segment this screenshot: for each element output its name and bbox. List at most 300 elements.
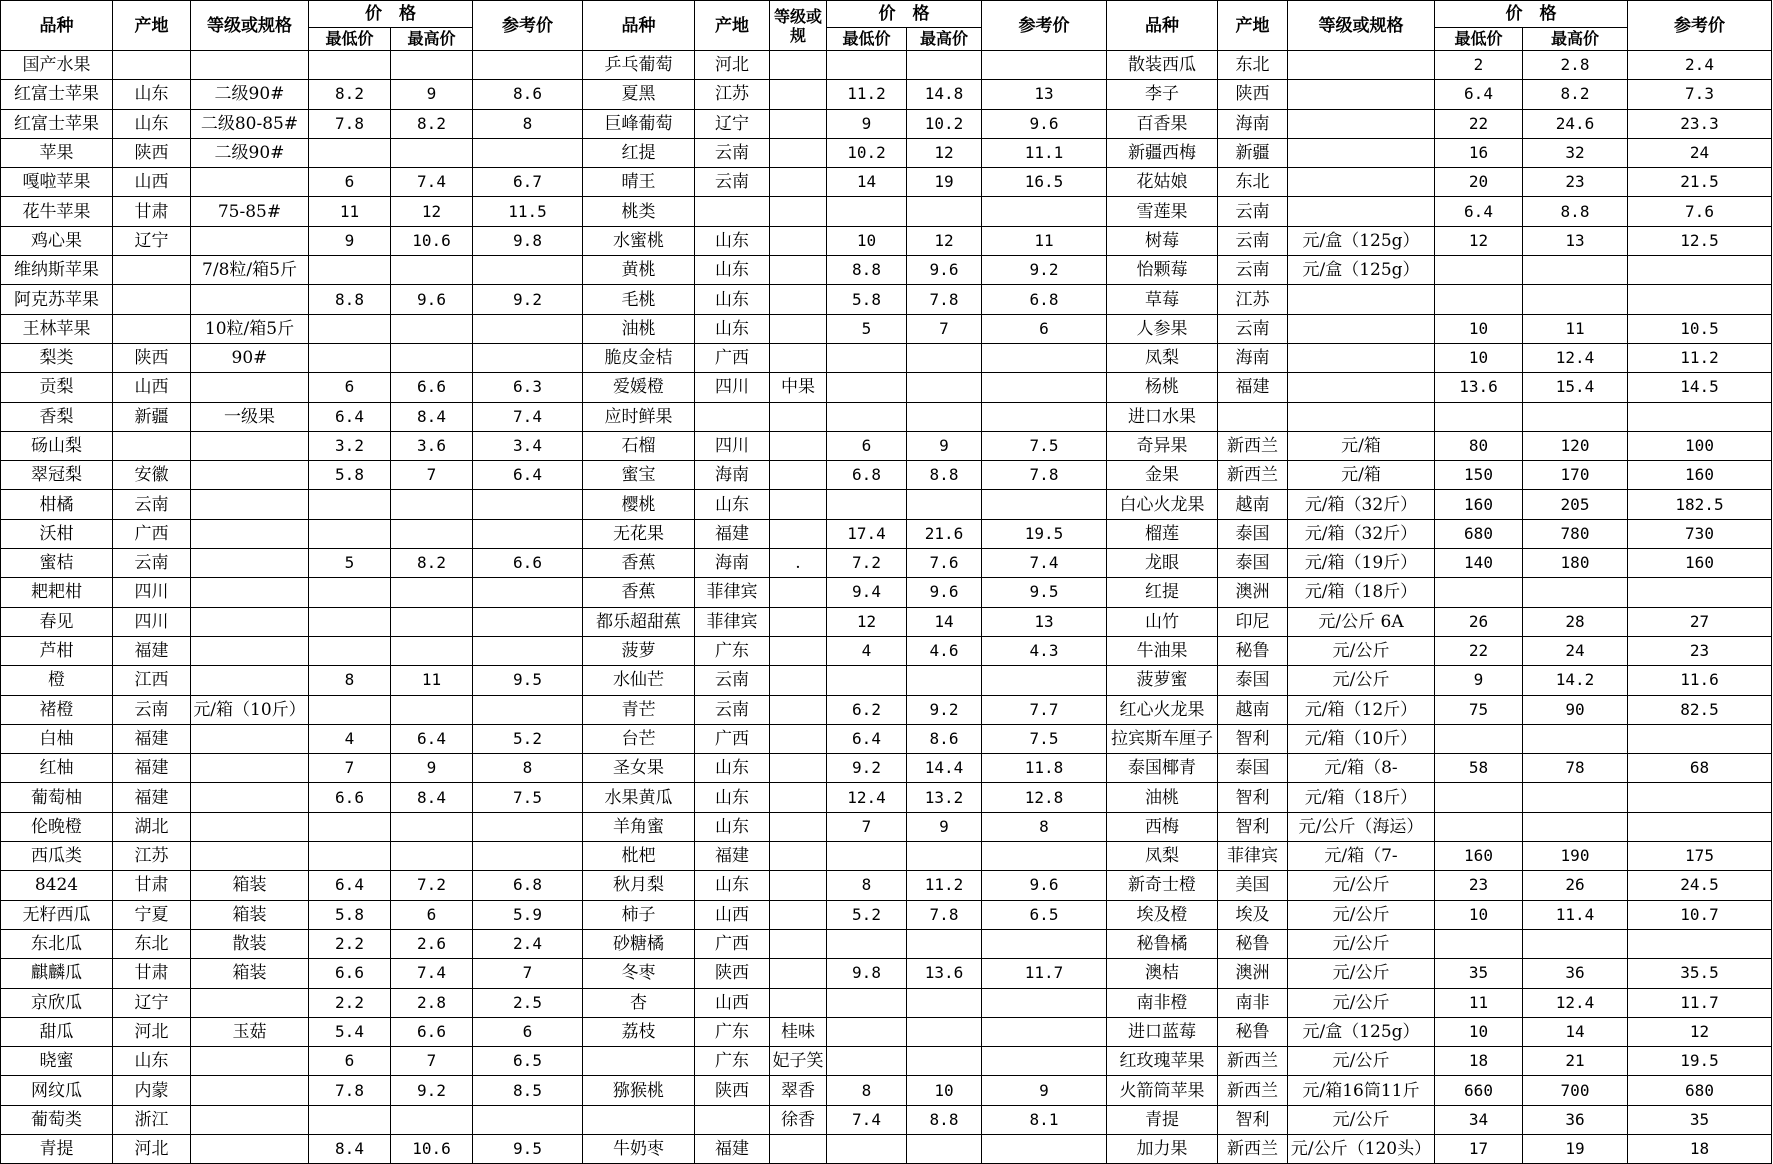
table-row [1,607,1772,636]
group1-ref-price-cell: 9.8 [473,226,583,255]
group1-grade-cell [191,812,309,841]
group2-variety-cell: 香蕉 [583,578,695,607]
group3-min-price-cell: 2 [1435,51,1523,80]
group2-max-price-cell [907,51,982,80]
group2-max-price-cell [907,988,982,1017]
group2-ref-price-cell [982,490,1107,519]
group2-ref-price-cell [982,1017,1107,1046]
group3-grade-cell: 元/公斤（海运） [1288,812,1435,841]
group1-max-price-cell: 10.6 [391,226,473,255]
group2-ref-price-cell: 9.6 [982,871,1107,900]
group1-max-price-cell: 6.4 [391,724,473,753]
header-origin: 产地 [695,1,770,51]
group3-min-price-cell [1435,783,1523,812]
group2-ref-price-cell: 7.5 [982,431,1107,460]
table-row [1,666,1772,695]
group3-grade-cell: 元/盒（125g） [1288,226,1435,255]
group3-ref-price-cell: 24 [1628,138,1772,167]
group2-origin-cell: 福建 [695,1134,770,1163]
group1-max-price-cell: 8.2 [391,109,473,138]
group3-origin-cell: 南非 [1218,988,1288,1017]
group1-grade-cell: 二级90# [191,80,309,109]
group3-min-price-cell: 34 [1435,1105,1523,1134]
group3-grade-cell [1288,109,1435,138]
group2-min-price-cell: 8 [827,871,907,900]
group3-variety-cell: 泰国椰青 [1107,754,1218,783]
group2-variety-cell: 夏黑 [583,80,695,109]
group3-grade-cell [1288,80,1435,109]
group1-min-price-cell: 3.2 [309,431,391,460]
group1-min-price-cell: 6.6 [309,783,391,812]
table-row [1,842,1772,871]
group2-max-price-cell [907,197,982,226]
group2-grade-cell [770,607,827,636]
group1-grade-cell: 二级90# [191,138,309,167]
group2-ref-price-cell [982,1134,1107,1163]
group2-variety-cell [583,1047,695,1076]
group1-ref-price-cell: 7.4 [473,402,583,431]
group2-max-price-cell: 7.8 [907,285,982,314]
group3-grade-cell: 元/箱（18斤） [1288,783,1435,812]
group1-min-price-cell: 2.2 [309,988,391,1017]
group2-ref-price-cell [982,666,1107,695]
group2-max-price-cell [907,1017,982,1046]
group1-variety-cell: 京欣瓜 [1,988,113,1017]
group2-grade-cell [770,1134,827,1163]
group3-ref-price-cell: 68 [1628,754,1772,783]
group2-origin-cell: 辽宁 [695,109,770,138]
group3-ref-price-cell: 24.5 [1628,871,1772,900]
group2-ref-price-cell [982,373,1107,402]
group3-grade-cell: 元/箱（32斤） [1288,519,1435,548]
group2-variety-cell: 晴王 [583,168,695,197]
group3-max-price-cell: 14 [1523,1017,1628,1046]
group2-max-price-cell: 12 [907,226,982,255]
group2-origin-cell: 山东 [695,314,770,343]
group1-ref-price-cell [473,343,583,372]
group3-variety-cell: 拉宾斯车厘子 [1107,724,1218,753]
group1-variety-cell: 嘎啦苹果 [1,168,113,197]
header-origin: 产地 [113,1,191,51]
group2-grade-cell: 翠香 [770,1076,827,1105]
group1-variety-cell: 无籽西瓜 [1,900,113,929]
group3-min-price-cell: 75 [1435,695,1523,724]
group3-variety-cell: 金果 [1107,461,1218,490]
group2-origin-cell: 山东 [695,490,770,519]
group2-min-price-cell: 10.2 [827,138,907,167]
group2-origin-cell: 云南 [695,138,770,167]
group3-origin-cell: 陕西 [1218,80,1288,109]
group2-ref-price-cell: 7.8 [982,461,1107,490]
group3-grade-cell: 元/箱（10斤） [1288,724,1435,753]
group3-variety-cell: 青提 [1107,1105,1218,1134]
group3-min-price-cell: 18 [1435,1047,1523,1076]
group2-variety-cell: 冬枣 [583,959,695,988]
group1-origin-cell: 新疆 [113,402,191,431]
group1-max-price-cell [391,519,473,548]
header-grade: 等级或规 [770,1,827,51]
group2-grade-cell [770,959,827,988]
group3-ref-price-cell: 27 [1628,607,1772,636]
group2-origin-cell: 菲律宾 [695,578,770,607]
group1-min-price-cell [309,636,391,665]
group2-origin-cell: 山东 [695,871,770,900]
group3-ref-price-cell: 730 [1628,519,1772,548]
group2-min-price-cell: 11.2 [827,80,907,109]
group2-max-price-cell [907,666,982,695]
group1-min-price-cell: 5.4 [309,1017,391,1046]
group3-max-price-cell [1523,256,1628,285]
group1-variety-cell: 晓蜜 [1,1047,113,1076]
group2-grade-cell [770,80,827,109]
table-row [1,754,1772,783]
group1-min-price-cell: 9 [309,226,391,255]
group1-min-price-cell: 6 [309,1047,391,1076]
group1-grade-cell [191,783,309,812]
group1-ref-price-cell: 6.6 [473,549,583,578]
group2-ref-price-cell: 12.8 [982,783,1107,812]
group3-grade-cell: 元/公斤 [1288,666,1435,695]
group2-max-price-cell: 7.6 [907,549,982,578]
group1-ref-price-cell: 2.5 [473,988,583,1017]
group1-grade-cell: 二级80-85# [191,109,309,138]
group2-ref-price-cell: 11.8 [982,754,1107,783]
group3-max-price-cell: 32 [1523,138,1628,167]
group3-grade-cell: 元/公斤 [1288,636,1435,665]
group1-max-price-cell: 7 [391,461,473,490]
group1-ref-price-cell: 5.9 [473,900,583,929]
group1-min-price-cell [309,695,391,724]
group2-ref-price-cell: 7.4 [982,549,1107,578]
group3-variety-cell: 进口蓝莓 [1107,1017,1218,1046]
group1-origin-cell: 安徽 [113,461,191,490]
group3-ref-price-cell: 10.7 [1628,900,1772,929]
group1-max-price-cell [391,1105,473,1134]
group2-variety-cell: 蜜宝 [583,461,695,490]
group3-max-price-cell: 11 [1523,314,1628,343]
group3-max-price-cell: 26 [1523,871,1628,900]
group2-variety-cell: 爱媛橙 [583,373,695,402]
group3-origin-cell: 新疆 [1218,138,1288,167]
group1-max-price-cell: 9 [391,754,473,783]
group3-variety-cell: 榴莲 [1107,519,1218,548]
group2-origin-cell: 山东 [695,256,770,285]
group3-ref-price-cell: 35.5 [1628,959,1772,988]
group1-ref-price-cell: 6.4 [473,461,583,490]
table-row [1,1105,1772,1134]
group2-grade-cell [770,256,827,285]
group1-min-price-cell [309,1105,391,1134]
group1-grade-cell: 10粒/箱5斤 [191,314,309,343]
group2-min-price-cell [827,373,907,402]
group3-ref-price-cell: 82.5 [1628,695,1772,724]
group1-ref-price-cell: 5.2 [473,724,583,753]
group3-ref-price-cell [1628,783,1772,812]
group2-variety-cell: 樱桃 [583,490,695,519]
group1-max-price-cell [391,51,473,80]
group3-origin-cell: 海南 [1218,109,1288,138]
group3-max-price-cell: 19 [1523,1134,1628,1163]
group2-ref-price-cell [982,1047,1107,1076]
group1-grade-cell [191,666,309,695]
group3-max-price-cell: 12.4 [1523,988,1628,1017]
group3-max-price-cell: 90 [1523,695,1628,724]
group2-grade-cell: 桂味 [770,1017,827,1046]
group2-max-price-cell [907,402,982,431]
group1-origin-cell: 山东 [113,109,191,138]
group2-variety-cell: 水蜜桃 [583,226,695,255]
group1-ref-price-cell [473,1105,583,1134]
group3-ref-price-cell: 10.5 [1628,314,1772,343]
group3-min-price-cell: 150 [1435,461,1523,490]
group2-variety-cell: 秋月梨 [583,871,695,900]
group2-grade-cell [770,871,827,900]
group1-min-price-cell [309,314,391,343]
group1-ref-price-cell: 7 [473,959,583,988]
group3-ref-price-cell: 11.2 [1628,343,1772,372]
group2-max-price-cell: 4.6 [907,636,982,665]
group3-min-price-cell: 660 [1435,1076,1523,1105]
group3-max-price-cell: 190 [1523,842,1628,871]
group1-grade-cell [191,842,309,871]
group3-origin-cell: 泰国 [1218,519,1288,548]
group2-min-price-cell: 6.2 [827,695,907,724]
group1-min-price-cell: 7.8 [309,1076,391,1105]
group1-ref-price-cell: 6.3 [473,373,583,402]
group2-variety-cell: 应时鲜果 [583,402,695,431]
group3-max-price-cell: 8.8 [1523,197,1628,226]
group2-min-price-cell [827,1047,907,1076]
group1-grade-cell: 玉菇 [191,1017,309,1046]
group2-grade-cell [770,461,827,490]
group1-max-price-cell: 7.4 [391,168,473,197]
table-row [1,1076,1772,1105]
group1-max-price-cell: 9 [391,80,473,109]
group2-min-price-cell: 6.4 [827,724,907,753]
group1-max-price-cell [391,842,473,871]
group2-variety-cell: 毛桃 [583,285,695,314]
group1-grade-cell [191,607,309,636]
group3-min-price-cell: 20 [1435,168,1523,197]
group1-min-price-cell: 2.2 [309,929,391,958]
group3-max-price-cell: 24.6 [1523,109,1628,138]
group3-min-price-cell: 680 [1435,519,1523,548]
group1-origin-cell: 甘肃 [113,959,191,988]
group2-ref-price-cell [982,51,1107,80]
group3-origin-cell: 菲律宾 [1218,842,1288,871]
group2-grade-cell [770,900,827,929]
group2-variety-cell: 圣女果 [583,754,695,783]
group1-variety-cell: 沃柑 [1,519,113,548]
group3-max-price-cell: 11.4 [1523,900,1628,929]
group3-min-price-cell: 23 [1435,871,1523,900]
group1-max-price-cell: 2.8 [391,988,473,1017]
group3-max-price-cell: 700 [1523,1076,1628,1105]
group2-min-price-cell: 5.2 [827,900,907,929]
group3-origin-cell: 澳洲 [1218,959,1288,988]
group1-grade-cell [191,1105,309,1134]
group2-max-price-cell: 11.2 [907,871,982,900]
group2-variety-cell: 红提 [583,138,695,167]
group1-min-price-cell: 8.4 [309,1134,391,1163]
group1-min-price-cell [309,256,391,285]
group1-origin-cell: 山东 [113,1047,191,1076]
group2-ref-price-cell: 4.3 [982,636,1107,665]
group3-origin-cell: 云南 [1218,226,1288,255]
group3-min-price-cell [1435,578,1523,607]
group3-variety-cell: 南非橙 [1107,988,1218,1017]
group1-grade-cell [191,373,309,402]
group2-max-price-cell: 14 [907,607,982,636]
group2-grade-cell [770,666,827,695]
group3-origin-cell: 智利 [1218,812,1288,841]
group1-ref-price-cell: 2.4 [473,929,583,958]
group2-origin-cell: 菲律宾 [695,607,770,636]
group1-origin-cell: 广西 [113,519,191,548]
group3-grade-cell: 元/箱（19斤） [1288,549,1435,578]
group1-max-price-cell: 6 [391,900,473,929]
group3-max-price-cell: 120 [1523,431,1628,460]
group3-max-price-cell: 21 [1523,1047,1628,1076]
table-row [1,80,1772,109]
group1-grade-cell [191,461,309,490]
table-row [1,578,1772,607]
group2-grade-cell: 中果 [770,373,827,402]
group3-max-price-cell [1523,578,1628,607]
group3-ref-price-cell: 100 [1628,431,1772,460]
group2-min-price-cell [827,197,907,226]
group2-origin-cell: 广东 [695,636,770,665]
group3-origin-cell: 秘鲁 [1218,929,1288,958]
group3-ref-price-cell: 160 [1628,549,1772,578]
group3-origin-cell: 新西兰 [1218,1076,1288,1105]
group3-min-price-cell: 17 [1435,1134,1523,1163]
group2-variety-cell: 黄桃 [583,256,695,285]
group2-variety-cell: 桃类 [583,197,695,226]
group3-grade-cell [1288,314,1435,343]
group2-ref-price-cell [982,197,1107,226]
group1-origin-cell: 东北 [113,929,191,958]
group2-max-price-cell: 13.6 [907,959,982,988]
group3-grade-cell: 元/盒（125g） [1288,1017,1435,1046]
group1-grade-cell [191,1134,309,1163]
group3-variety-cell: 花姑娘 [1107,168,1218,197]
group3-origin-cell: 美国 [1218,871,1288,900]
group2-ref-price-cell: 6.5 [982,900,1107,929]
group3-ref-price-cell: 175 [1628,842,1772,871]
group1-max-price-cell [391,636,473,665]
group1-origin-cell [113,256,191,285]
group3-origin-cell: 江苏 [1218,285,1288,314]
group1-max-price-cell [391,343,473,372]
group2-min-price-cell: 9.4 [827,578,907,607]
group2-grade-cell [770,109,827,138]
group2-ref-price-cell: 6.8 [982,285,1107,314]
group3-max-price-cell: 23 [1523,168,1628,197]
group2-grade-cell [770,783,827,812]
group3-ref-price-cell: 7.3 [1628,80,1772,109]
group1-origin-cell: 四川 [113,607,191,636]
group1-grade-cell [191,1047,309,1076]
group1-variety-cell: 国产水果 [1,51,113,80]
group2-variety-cell: 羊角蜜 [583,812,695,841]
group1-variety-cell: 葡萄类 [1,1105,113,1134]
group1-variety-cell: 阿克苏苹果 [1,285,113,314]
group1-min-price-cell [309,138,391,167]
group2-grade-cell [770,226,827,255]
group1-variety-cell: 麒麟瓜 [1,959,113,988]
group3-grade-cell [1288,402,1435,431]
group2-variety-cell [583,1105,695,1134]
group3-origin-cell: 东北 [1218,51,1288,80]
group2-max-price-cell: 14.4 [907,754,982,783]
group1-min-price-cell [309,812,391,841]
group3-grade-cell: 元/箱（18斤） [1288,578,1435,607]
group1-ref-price-cell [473,256,583,285]
group1-grade-cell [191,988,309,1017]
group2-min-price-cell: 10 [827,226,907,255]
group1-origin-cell [113,314,191,343]
group2-grade-cell [770,724,827,753]
group3-ref-price-cell [1628,578,1772,607]
group3-origin-cell: 泰国 [1218,549,1288,578]
group3-min-price-cell [1435,256,1523,285]
header-grade: 等级或规格 [1288,1,1435,51]
group2-min-price-cell [827,666,907,695]
group3-origin-cell: 埃及 [1218,900,1288,929]
group2-ref-price-cell: 9.6 [982,109,1107,138]
group3-variety-cell: 白心火龙果 [1107,490,1218,519]
group3-variety-cell: 百香果 [1107,109,1218,138]
group3-min-price-cell: 13.6 [1435,373,1523,402]
group1-variety-cell: 梨类 [1,343,113,372]
group1-ref-price-cell: 8 [473,109,583,138]
table-row [1,138,1772,167]
group2-min-price-cell [827,1017,907,1046]
group2-grade-cell [770,168,827,197]
group1-min-price-cell: 5.8 [309,461,391,490]
group3-grade-cell: 元/公斤 [1288,929,1435,958]
group2-ref-price-cell: 7.5 [982,724,1107,753]
group3-min-price-cell: 35 [1435,959,1523,988]
group3-origin-cell: 福建 [1218,373,1288,402]
group1-ref-price-cell: 6.7 [473,168,583,197]
group1-variety-cell: 青提 [1,1134,113,1163]
group2-ref-price-cell: 6 [982,314,1107,343]
group3-variety-cell: 奇异果 [1107,431,1218,460]
group3-variety-cell: 龙眼 [1107,549,1218,578]
group2-grade-cell [770,636,827,665]
group1-grade-cell [191,1076,309,1105]
group3-grade-cell: 元/箱 [1288,431,1435,460]
group2-max-price-cell [907,1134,982,1163]
group3-min-price-cell [1435,929,1523,958]
group1-origin-cell [113,431,191,460]
group1-variety-cell: 橙 [1,666,113,695]
group2-origin-cell: 广东 [695,1047,770,1076]
group3-max-price-cell: 28 [1523,607,1628,636]
group1-max-price-cell: 10.6 [391,1134,473,1163]
group3-origin-cell: 新西兰 [1218,461,1288,490]
group2-max-price-cell: 8.8 [907,1105,982,1134]
group2-min-price-cell: 8 [827,1076,907,1105]
table-row [1,51,1772,80]
group2-grade-cell [770,754,827,783]
group2-origin-cell [695,402,770,431]
group3-ref-price-cell: 2.4 [1628,51,1772,80]
table-row [1,490,1772,519]
group1-variety-cell: 贡梨 [1,373,113,402]
